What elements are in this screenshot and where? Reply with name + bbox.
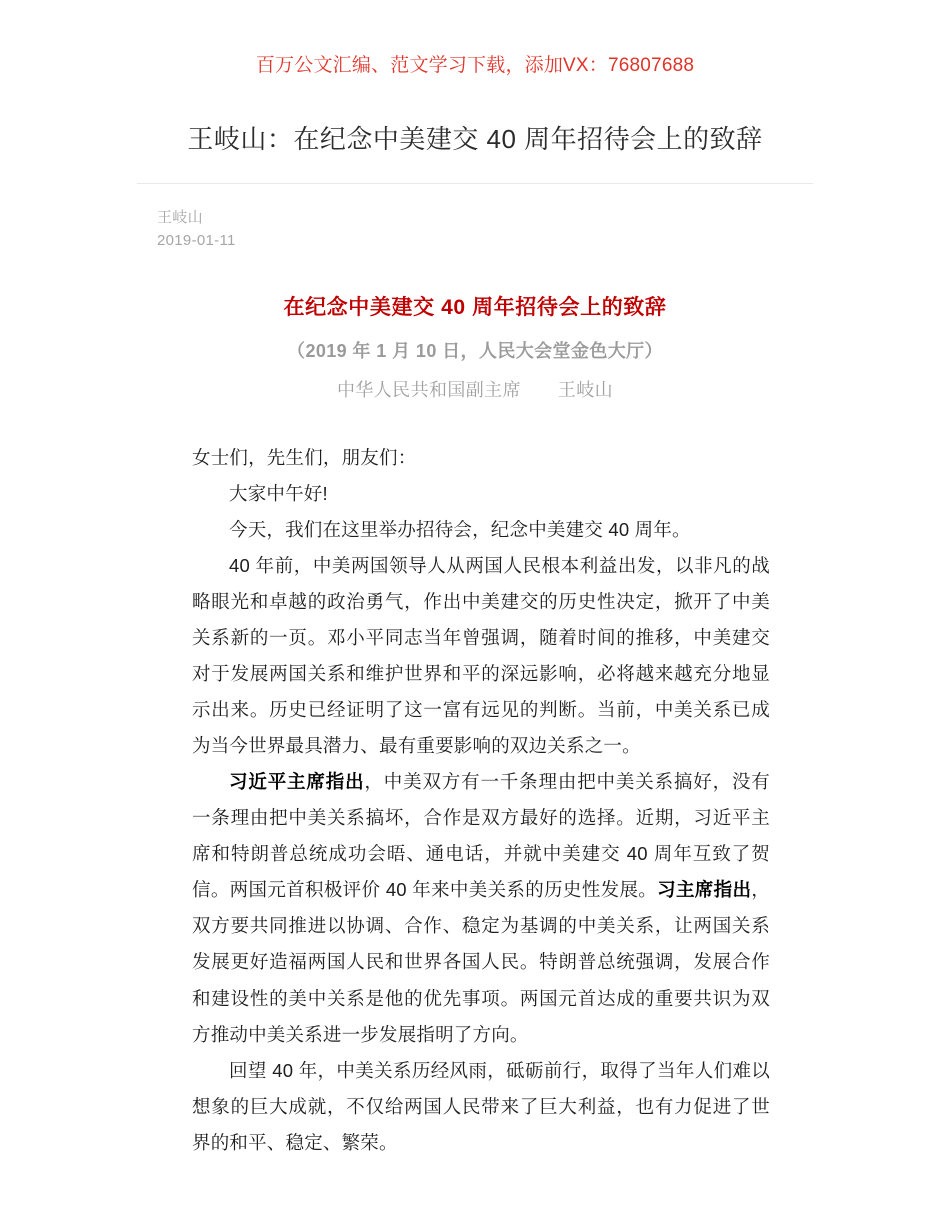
text-run-2: ，双方要共同推进以协调、合作、稳定为基调的中美关系，让两国关系发展更好造福两国人民和世界各国人民。特朗普总统强调，发展合作和建设性的美中关系是他的优先事项。两国元首达成的重要共识为双方推动中美关系进一步发展指明了方向。 — [192, 879, 770, 1045]
page-title: 王岐山：在纪念中美建交 40 周年招待会上的致辞 — [187, 123, 763, 154]
paragraph-greeting: 大家中午好! — [229, 482, 328, 504]
byline — [157, 206, 950, 253]
promo-banner: 百万公文汇编、范文学习下载，添加VX：76807688 — [255, 55, 695, 76]
article-body — [180, 440, 770, 1161]
document-heading-author — [0, 377, 950, 404]
document-heading-subtitle: （2019 年 1 月 10 日，人民大会堂金色大厅） — [287, 340, 663, 361]
paragraph-opening: 今天，我们在这里举办招待会，纪念中美建交 40 周年。 — [229, 518, 691, 540]
paragraph-salutation: 女士们，先生们，朋友们： — [192, 446, 417, 468]
document-heading-title: 在纪念中美建交 40 周年招待会上的致辞 — [283, 296, 667, 320]
text-run-1: ，中美双方有一千条理由把中美关系搞好，没有一条理由把中美关系搞坏，合作是双方最好的选择。近期，习近平主席和特朗普总统成功会晤、通电话，并就中美建交 40 周年互致了贺信。两国元首积极评价 40 年来中美关系的历史性发展。 — [192, 771, 771, 901]
paragraph-history: 40 年前，中美两国领导人从两国人民根本利益出发，以非凡的战略眼光和卓越的政治勇气，作出中美建交的历史性决定，掀开了中美关系新的一页。邓小平同志当年曾强调，随着时间的推移，中美建交对于发展两国关系和维护世界和平的深远影响，必将越来越充分地显示出来。历史已经证明了这一富有远见的判断。当前，中美关系已成为当今世界最具潜力、最有重要影响的双边关系之一。 — [192, 554, 770, 757]
paragraph-xi-remarks — [192, 764, 770, 1053]
document-heading-block — [0, 292, 950, 404]
title-divider — [137, 183, 813, 184]
paragraph-retrospective: 回望 40 年，中美关系历经风雨，砥砺前行，取得了当年人们难以想象的巨大成就，不仅给两国人民带来了巨大利益，也有力促进了世界的和平、稳定、繁荣。 — [192, 1059, 770, 1153]
author-name: 王岐山 — [557, 379, 613, 400]
byline-author: 王岐山 — [157, 208, 203, 226]
author-role: 中华人民共和国副主席 — [336, 379, 521, 400]
bold-run-xi-chairman: 习主席指出 — [657, 879, 752, 901]
byline-date: 2019-01-11 — [157, 231, 236, 249]
bold-run-xi-president: 习近平主席指出 — [229, 771, 365, 793]
